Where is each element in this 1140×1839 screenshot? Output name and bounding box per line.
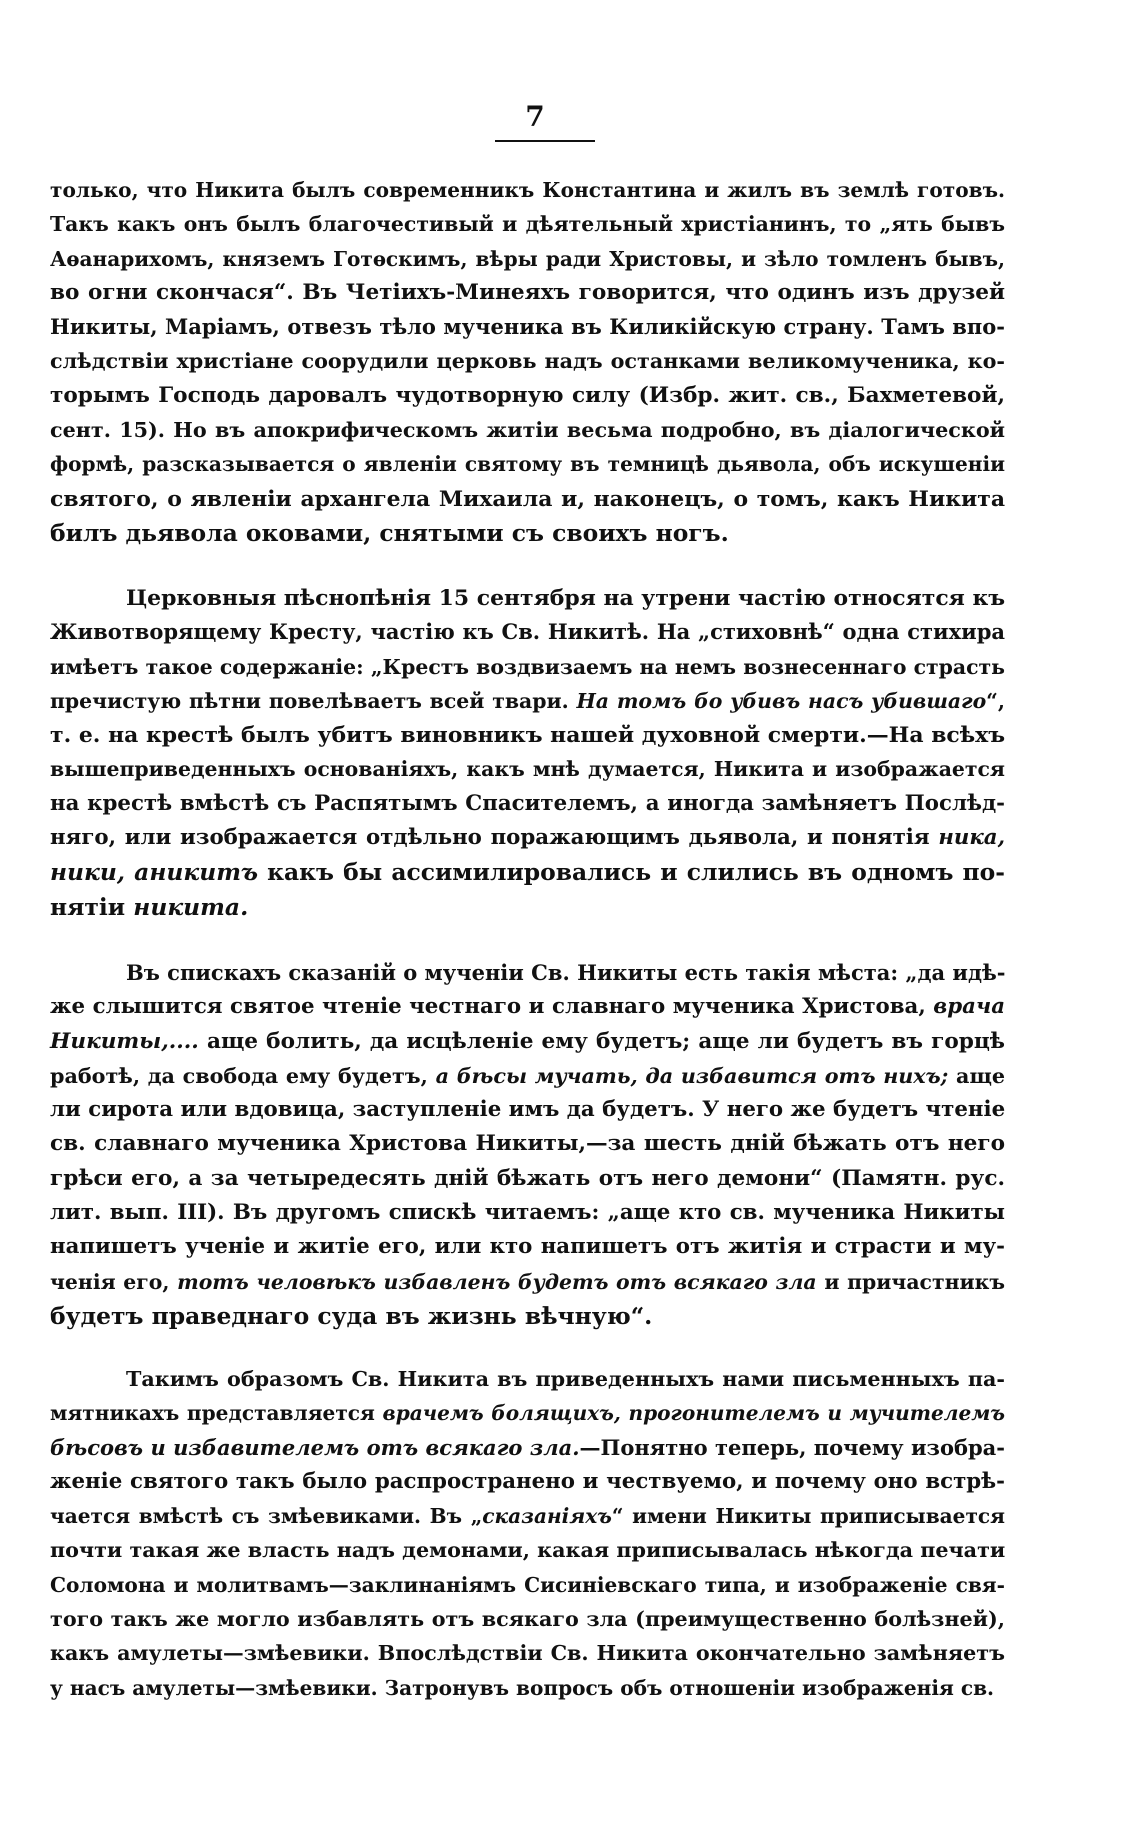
text-run: няго, или изображается отдѣльно поражающимъ дьявола, и понятія: [50, 825, 939, 851]
text-line: [50, 242, 1005, 276]
text-run: работѣ, да свобода ему будетъ,: [50, 1063, 436, 1088]
text-run: и причастникъ: [816, 1269, 1006, 1294]
text-line: [50, 990, 1005, 1024]
italic-quote: врачемъ болящихъ, прогонителемъ и мучителемъ: [382, 1401, 1005, 1426]
text-run: грѣси его, а за четыредесять дній бѣжать отъ него демони“ (Памятн. рус.: [50, 1165, 1005, 1191]
text-run: Такъ какъ онъ былъ благочестивый и дѣятельный христіанинъ, то „ять бывъ: [50, 212, 1005, 237]
text-run: слѣдствіи христіане соорудили церковь надъ останками великомученика, ко-: [50, 349, 1005, 374]
text-run: лит. вып. III). Въ другомъ спискѣ читаемъ: „аще кто св. мученика Никиты: [50, 1200, 1005, 1226]
text-run: т. е. на крестѣ былъ убитъ виновникъ нашей духовной смерти.—На всѣхъ: [50, 722, 1005, 749]
text-run: Животворящему Кресту, частію къ Св. Никитѣ. На „стиховнѣ“ одна стихира: [50, 619, 1005, 645]
text-line: [50, 855, 1005, 889]
text-line: [50, 310, 1005, 344]
text-run: билъ дьявола оковами, снятыми съ своихъ ногъ.: [50, 518, 729, 547]
text-line: [50, 821, 1005, 855]
text-run: Такимъ образомъ Св. Никита въ приведенныхъ нами письменныхъ па-: [126, 1367, 1005, 1391]
text-run: будетъ праведнаго суда въ жизнь вѣчную“.: [50, 1301, 653, 1330]
paragraph-4: [50, 1362, 1005, 1705]
italic-quote: а бѣсы мучать, да избавится отъ нихъ;: [435, 1063, 949, 1088]
text-run: женіе святого такъ было распространено и чествуемо, и почему оно встрѣ-: [50, 1468, 1005, 1494]
text-line: [50, 787, 1005, 821]
text-line: [50, 379, 1005, 413]
text-line: [50, 1059, 1005, 1093]
italic-quote: На томъ бо убивъ насъ убившаго: [576, 688, 987, 713]
text-line: [50, 1465, 1005, 1499]
italic-quote: врача: [933, 994, 1005, 1020]
text-line: [50, 516, 1005, 550]
text-line: [50, 173, 1005, 207]
text-run: ченія его,: [50, 1269, 178, 1294]
text-run: Въ спискахъ сказаній о мученіи Св. Никиты есть такія мѣста: „да идѣ-: [126, 960, 1006, 985]
text-line: [50, 615, 1005, 649]
italic-quote: Никиты,....: [50, 1028, 199, 1054]
text-run: “ имени Никиты приписывается: [611, 1504, 1005, 1529]
text-run: на крестѣ вмѣстѣ съ Распятымъ Спасителемъ, а иногда замѣняетъ Послѣд-: [50, 790, 1005, 816]
text-run: того такъ же могло избавлять отъ всякаго зла (преимущественно болѣзней),: [50, 1607, 1005, 1632]
text-run: —Понятно теперь, почему изобра-: [579, 1434, 1005, 1460]
paragraph-2: [50, 581, 1005, 924]
text-run: аще болить, да исцѣленіе ему будетъ; аще ли будетъ въ горцѣ: [198, 1028, 1005, 1054]
text-line: [50, 1431, 1005, 1465]
text-run: торымъ Господь даровалъ чудотворную силу (Избр. жит. св., Бахметевой,: [50, 382, 1005, 408]
text-line: [50, 344, 1005, 378]
text-run: чается вмѣстѣ съ змѣевиками. Въ „: [50, 1504, 483, 1529]
text-line: [50, 413, 1005, 447]
text-line: [50, 1396, 1005, 1430]
text-line: [50, 1568, 1005, 1602]
text-run: только, что Никита былъ современникъ Константина и жилъ въ землѣ готовъ.: [50, 178, 1005, 202]
text-line: [50, 1362, 1005, 1396]
text-line: [50, 1533, 1005, 1567]
text-line: [50, 1499, 1005, 1533]
text-line: [50, 684, 1005, 718]
text-run: Соломона и молитвамъ—заклинаніямъ Сисиніевскаго типа, и изображеніе свя-: [50, 1572, 1005, 1597]
text-line: [50, 752, 1005, 786]
text-line: [50, 1602, 1005, 1636]
italic-quote: ники, аникитъ: [50, 858, 258, 887]
text-run: св. славнаго мученика Христова Никиты,—за шесть дній бѣжать отъ него: [50, 1131, 1005, 1157]
page-number: 7: [525, 100, 545, 133]
text-line: [50, 1025, 1005, 1059]
text-run: Аѳанарихомъ, княземъ Готѳскимъ, вѣры ради Христовы, и зѣло томленъ бывъ,: [50, 246, 1005, 271]
text-run: во огни скончася“. Въ Четіихъ-Минеяхъ говорится, что одинъ изъ друзей: [50, 279, 1005, 305]
text-run: Церковныя пѣснопѣнія 15 сентября на утрени частію относятся къ: [126, 585, 1006, 611]
text-run: имѣетъ такое содержаніе: „Крестъ воздвизаемъ на немъ вознесеннаго страсть: [50, 654, 1005, 679]
text-line: [50, 581, 1005, 615]
text-line: [50, 1230, 1005, 1264]
italic-quote: тотъ человѣкъ избавленъ будетъ отъ всякаго зла: [177, 1269, 817, 1294]
italic-quote: никита.: [133, 892, 249, 921]
text-run: “,: [986, 688, 1005, 713]
italic-quote: сказаніяхъ: [482, 1504, 612, 1529]
text-run: пречистую пѣтни повелѣваетъ всей твари.: [50, 688, 577, 713]
text-run: сент. 15). Но въ апокрифическомъ житіи весьма подробно, въ діалогической: [50, 418, 1005, 443]
text-line: [50, 718, 1005, 752]
text-run: святого, о явленіи архангела Михаила и, наконецъ, о томъ, какъ Никита: [50, 485, 1005, 512]
text-line: [50, 956, 1005, 990]
text-run: у насъ амулеты—змѣевики. Затронувъ вопросъ объ отношеніи изображенія св.: [50, 1675, 995, 1700]
text-run: вышеприведенныхъ основаніяхъ, какъ мнѣ думается, Никита и изображается: [50, 757, 1005, 782]
italic-quote: бѣсовъ и избавителемъ отъ всякаго зла.: [50, 1434, 580, 1460]
paragraph-3: [50, 956, 1005, 1333]
text-line: [50, 1196, 1005, 1230]
text-run: же слышится святое чтеніе честнаго и славнаго мученика Христова,: [50, 994, 934, 1020]
text-line: [50, 482, 1005, 516]
text-line: [50, 1636, 1005, 1670]
text-line: [50, 447, 1005, 481]
text-run: напишетъ ученіе и житіе его, или кто напишетъ отъ житія и страсти и му-: [50, 1234, 1005, 1260]
text-line: [50, 276, 1005, 310]
italic-quote: ника,: [938, 825, 1005, 851]
page-number-rule: [495, 140, 595, 142]
text-run: почти такая же власть надъ демонами, какая приписывалась нѣкогда печати: [50, 1538, 1006, 1563]
text-line: [50, 1299, 1005, 1333]
text-run: аще: [948, 1063, 1005, 1088]
text-line: [50, 650, 1005, 684]
text-line: [50, 1671, 1005, 1705]
text-run: мятникахъ представляется: [50, 1401, 383, 1426]
text-run: Никиты, Маріамъ, отвезъ тѣло мученика въ Киликійскую страну. Тамъ впо-: [50, 314, 1005, 340]
text-line: [50, 207, 1005, 241]
text-run: какъ амулеты—змѣевики. Впослѣдствіи Св. Никита окончательно замѣняетъ: [50, 1641, 1005, 1666]
text-run: какъ бы ассимилировались и слились въ одномъ по-: [257, 858, 1005, 887]
text-line: [50, 1265, 1005, 1299]
text-run: ли сирота или вдовица, заступленіе имъ да будетъ. У него же будетъ чтеніе: [50, 1097, 1006, 1123]
text-line: [50, 890, 1005, 924]
text-run: формѣ, разсказывается о явленіи святому въ темницѣ дьявола, объ искушеніи: [50, 452, 1005, 477]
text-run: нятіи: [50, 892, 134, 921]
paragraph-1: [50, 173, 1005, 550]
text-line: [50, 1093, 1005, 1127]
text-line: [50, 1127, 1005, 1161]
text-line: [50, 1162, 1005, 1196]
